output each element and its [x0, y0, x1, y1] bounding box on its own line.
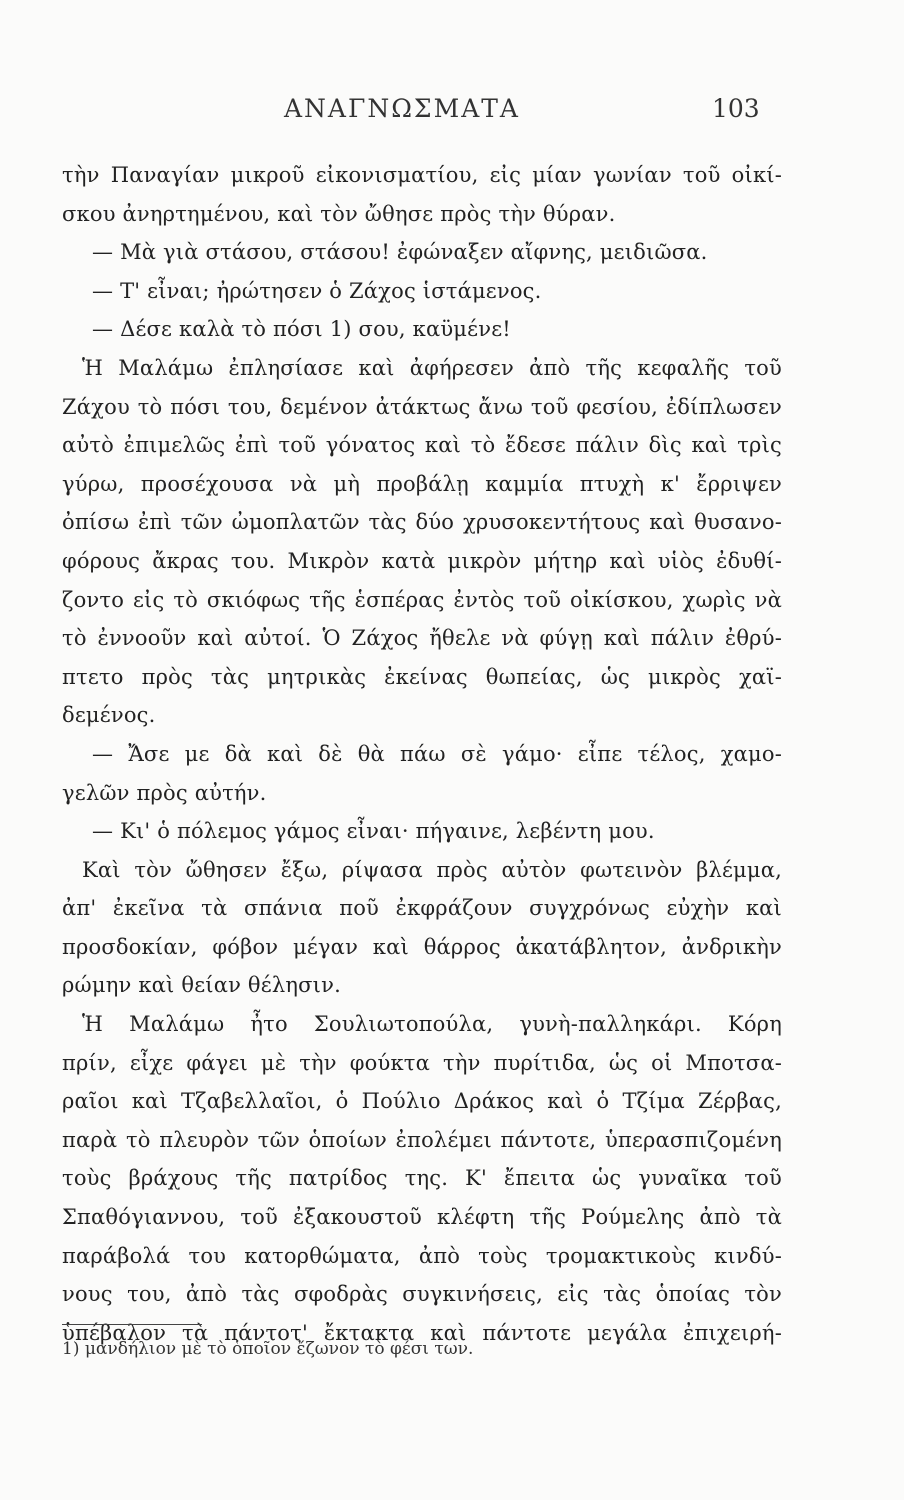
- text-line: γύρω, προσέχουσα νὰ μὴ προβάλῃ καμμία πτυχὴ κ' ἔρριψεν: [62, 471, 782, 496]
- text-line: αὐτὸ ἐπιμελῶς ἐπὶ τοῦ γόνατος καὶ τὸ ἔδεσε πάλιν δὶς καὶ τρὶς: [62, 433, 782, 458]
- text-line: ὑπέβαλον τὰ πάντοτ' ἔκτακτα καὶ πάντοτε μεγάλα ἐπιχειρή-: [62, 1320, 782, 1345]
- text-line: πρίν, εἶχε φάγει μὲ τὴν φούκτα τὴν πυρίτιδα, ὡς οἱ Μποτσα-: [62, 1050, 782, 1075]
- text-line: παράβολά του κατορθώματα, ἀπὸ τοὺς τρομακτικοὺς κινδύ-: [62, 1243, 782, 1268]
- text-line: ζοντο εἰς τὸ σκιόφως τῆς ἑσπέρας ἐντὸς τοῦ οἰκίσκου, χωρὶς νὰ: [62, 587, 782, 612]
- text-line: ὀπίσω ἐπὶ τῶν ὠμοπλατῶν τὰς δύο χρυσοκεντήτους καὶ θυσανο-: [62, 510, 782, 535]
- text-line: Σπαθόγιαννου, τοῦ ἐξακουστοῦ κλέφτη τῆς Ρούμελης ἀπὸ τὰ: [62, 1205, 782, 1230]
- text-line: σκου ἀνηρτημένου, καὶ τὸν ὤθησε πρὸς τὴν θύραν.: [62, 201, 616, 226]
- text-line: γελῶν πρὸς αὐτήν.: [62, 780, 267, 805]
- footnote: 1) μανδήλιον μὲ τὸ ὁποῖον ἔζωνον τὸ φέσι των.: [62, 1339, 474, 1359]
- text-line: ἀπ' ἐκεῖνα τὰ σπάνια ποῦ ἐκφράζουν συγχρόνως εὐχὴν καὶ: [62, 896, 782, 921]
- text-line: τὴν Παναγίαν μικροῦ εἰκονισματίου, εἰς μίαν γωνίαν τοῦ οἰκί-: [62, 163, 782, 187]
- text-line: τὸ ἐννοοῦν καὶ αὐτοί. Ὁ Ζάχος ἤθελε νὰ φύγῃ καὶ πάλιν ἐθρύ-: [62, 626, 782, 651]
- text-line: πτετο πρὸς τὰς μητρικὰς ἐκείνας θωπείας, ὡς μικρὸς χαϊ-: [62, 664, 782, 689]
- body-text: [62, 156, 782, 1352]
- text-line: — Μὰ γιὰ στάσου, στάσου! ἐφώναξεν αἴφνης, μειδιῶσα.: [92, 240, 708, 265]
- text-line: — Κι' ὁ πόλεμος γάμος εἶναι· πήγαινε, λεβέντη μου.: [92, 819, 655, 844]
- text-line: ρώμην καὶ θείαν θέλησιν.: [62, 973, 341, 998]
- text-line: νους του, ἀπὸ τὰς σφοδρὰς συγκινήσεις, εἰς τὰς ὁποίας τὸν: [62, 1282, 782, 1307]
- text-line: — Τ' εἶναι; ἠρώτησεν ὁ Ζάχος ἱστάμενος.: [92, 278, 542, 303]
- footnote-rule: [62, 1324, 202, 1325]
- text-line: Καὶ τὸν ὤθησεν ἔξω, ρίψασα πρὸς αὐτὸν φωτεινὸν βλέμμα,: [82, 857, 782, 882]
- page-header: [0, 94, 904, 134]
- text-line: Ἡ Μαλάμω ἐπλησίασε καὶ ἀφήρεσεν ἀπὸ τῆς κεφαλῆς τοῦ: [82, 355, 782, 380]
- text-line: Ἡ Μαλάμω ἦτο Σουλιωτοπούλα, γυνὴ-παλληκάρι. Κόρη: [82, 1012, 782, 1037]
- text-line: ραῖοι καὶ Τζαβελλαῖοι, ὁ Πούλιο Δράκος καὶ ὁ Τζίμα Ζέρβας,: [62, 1089, 782, 1114]
- text-line: παρὰ τὸ πλευρὸν τῶν ὁποίων ἐπολέμει πάντοτε, ὑπερασπιζομένη: [62, 1127, 782, 1152]
- text-line: — Ἄσε με δὰ καὶ δὲ θὰ πάω σὲ γάμο· εἶπε τέλος, χαμο-: [92, 741, 782, 766]
- text-line: Ζάχου τὸ πόσι του, δεμένον ἀτάκτως ἄνω τοῦ φεσίου, ἐδίπλωσεν: [62, 394, 782, 419]
- text-line: τοὺς βράχους τῆς πατρίδος της. Κ' ἔπειτα ὡς γυναῖκα τοῦ: [62, 1166, 782, 1191]
- text-line: δεμένος.: [62, 703, 156, 728]
- text-line: φόρους ἄκρας του. Μικρὸν κατὰ μικρὸν μήτηρ καὶ υἱὸς ἐδυθί-: [62, 548, 782, 573]
- text-line: — Δέσε καλὰ τὸ πόσι 1) σου, καϋμένε!: [92, 317, 511, 342]
- running-title: ΑΝΑΓΝΩΣΜΑΤΑ: [284, 94, 520, 123]
- page-number: 103: [712, 94, 760, 123]
- text-line: προσδοκίαν, φόβον μέγαν καὶ θάρρος ἀκατάβλητον, ἀνδρικὴν: [62, 934, 782, 959]
